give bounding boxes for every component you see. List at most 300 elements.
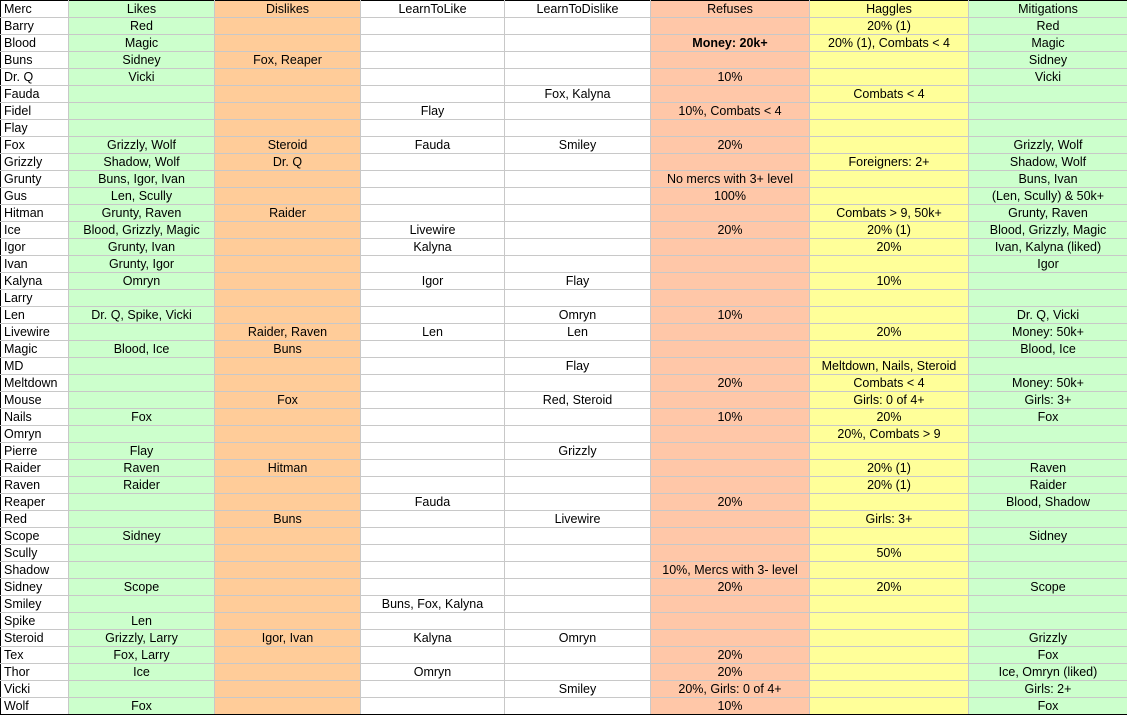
cell-likes[interactable] [69, 324, 215, 341]
cell-learn-to-dislike[interactable] [505, 35, 651, 52]
cell-likes[interactable]: Grizzly, Larry [69, 630, 215, 647]
cell-likes[interactable]: Raven [69, 460, 215, 477]
cell-haggles[interactable]: 20% (1) [810, 477, 969, 494]
cell-learn-to-dislike[interactable] [505, 341, 651, 358]
cell-merc[interactable]: MD [1, 358, 69, 375]
cell-dislikes[interactable] [215, 681, 361, 698]
cell-learn-to-like[interactable] [361, 562, 505, 579]
cell-haggles[interactable]: Combats > 9, 50k+ [810, 205, 969, 222]
cell-refuses[interactable] [651, 52, 810, 69]
cell-dislikes[interactable]: Igor, Ivan [215, 630, 361, 647]
cell-haggles[interactable] [810, 562, 969, 579]
cell-mitigations[interactable] [969, 120, 1127, 137]
cell-learn-to-dislike[interactable]: Flay [505, 358, 651, 375]
cell-refuses[interactable] [651, 205, 810, 222]
cell-refuses[interactable]: 10%, Mercs with 3- level [651, 562, 810, 579]
cell-likes[interactable] [69, 596, 215, 613]
cell-refuses[interactable] [651, 120, 810, 137]
cell-learn-to-dislike[interactable]: Red, Steroid [505, 392, 651, 409]
cell-learn-to-like[interactable] [361, 545, 505, 562]
cell-refuses[interactable]: Money: 20k+ [651, 35, 810, 52]
cell-learn-to-like[interactable] [361, 256, 505, 273]
cell-mitigations[interactable] [969, 86, 1127, 103]
cell-dislikes[interactable] [215, 120, 361, 137]
cell-dislikes[interactable] [215, 426, 361, 443]
cell-haggles[interactable] [810, 494, 969, 511]
cell-likes[interactable]: Magic [69, 35, 215, 52]
cell-learn-to-dislike[interactable] [505, 222, 651, 239]
cell-mitigations[interactable] [969, 426, 1127, 443]
cell-likes[interactable]: Blood, Ice [69, 341, 215, 358]
cell-learn-to-like[interactable] [361, 511, 505, 528]
cell-mitigations[interactable]: Fox [969, 698, 1127, 715]
cell-dislikes[interactable] [215, 307, 361, 324]
cell-mitigations[interactable] [969, 596, 1127, 613]
cell-likes[interactable] [69, 426, 215, 443]
cell-learn-to-like[interactable] [361, 647, 505, 664]
cell-mitigations[interactable] [969, 358, 1127, 375]
cell-refuses[interactable] [651, 477, 810, 494]
cell-likes[interactable] [69, 120, 215, 137]
cell-likes[interactable] [69, 86, 215, 103]
cell-dislikes[interactable] [215, 664, 361, 681]
cell-learn-to-dislike[interactable] [505, 188, 651, 205]
cell-haggles[interactable]: Combats < 4 [810, 375, 969, 392]
cell-dislikes[interactable] [215, 579, 361, 596]
cell-likes[interactable] [69, 358, 215, 375]
cell-dislikes[interactable] [215, 375, 361, 392]
cell-mitigations[interactable]: Magic [969, 35, 1127, 52]
cell-refuses[interactable] [651, 511, 810, 528]
cell-refuses[interactable]: 10% [651, 409, 810, 426]
cell-learn-to-like[interactable] [361, 188, 505, 205]
cell-dislikes[interactable] [215, 596, 361, 613]
cell-learn-to-dislike[interactable] [505, 460, 651, 477]
cell-likes[interactable]: Shadow, Wolf [69, 154, 215, 171]
cell-likes[interactable] [69, 103, 215, 120]
cell-merc[interactable]: Fidel [1, 103, 69, 120]
cell-refuses[interactable] [651, 460, 810, 477]
cell-merc[interactable]: Shadow [1, 562, 69, 579]
cell-dislikes[interactable] [215, 222, 361, 239]
cell-merc[interactable]: Grizzly [1, 154, 69, 171]
cell-merc[interactable]: Magic [1, 341, 69, 358]
cell-dislikes[interactable] [215, 698, 361, 715]
cell-likes[interactable]: Len [69, 613, 215, 630]
cell-likes[interactable] [69, 681, 215, 698]
cell-dislikes[interactable] [215, 35, 361, 52]
cell-mitigations[interactable]: (Len, Scully) & 50k+ [969, 188, 1127, 205]
cell-learn-to-like[interactable] [361, 18, 505, 35]
cell-learn-to-like[interactable]: Buns, Fox, Kalyna [361, 596, 505, 613]
cell-haggles[interactable] [810, 307, 969, 324]
cell-refuses[interactable]: 10% [651, 698, 810, 715]
cell-merc[interactable]: Ivan [1, 256, 69, 273]
cell-dislikes[interactable] [215, 443, 361, 460]
cell-learn-to-dislike[interactable] [505, 103, 651, 120]
cell-dislikes[interactable]: Raider, Raven [215, 324, 361, 341]
cell-learn-to-dislike[interactable] [505, 579, 651, 596]
cell-mitigations[interactable] [969, 613, 1127, 630]
cell-haggles[interactable]: Foreigners: 2+ [810, 154, 969, 171]
cell-refuses[interactable]: 20%, Girls: 0 of 4+ [651, 681, 810, 698]
cell-haggles[interactable] [810, 596, 969, 613]
cell-learn-to-like[interactable] [361, 392, 505, 409]
cell-learn-to-dislike[interactable] [505, 256, 651, 273]
cell-haggles[interactable]: Meltdown, Nails, Steroid [810, 358, 969, 375]
cell-dislikes[interactable] [215, 494, 361, 511]
cell-refuses[interactable] [651, 545, 810, 562]
cell-learn-to-like[interactable] [361, 528, 505, 545]
cell-mitigations[interactable]: Scope [969, 579, 1127, 596]
cell-refuses[interactable] [651, 392, 810, 409]
cell-mitigations[interactable]: Dr. Q, Vicki [969, 307, 1127, 324]
cell-refuses[interactable] [651, 341, 810, 358]
cell-refuses[interactable] [651, 86, 810, 103]
cell-dislikes[interactable]: Fox, Reaper [215, 52, 361, 69]
cell-refuses[interactable]: 10%, Combats < 4 [651, 103, 810, 120]
cell-likes[interactable]: Grunty, Ivan [69, 239, 215, 256]
cell-learn-to-dislike[interactable] [505, 120, 651, 137]
cell-learn-to-like[interactable]: Omryn [361, 664, 505, 681]
cell-mitigations[interactable] [969, 273, 1127, 290]
cell-dislikes[interactable] [215, 528, 361, 545]
cell-learn-to-like[interactable]: Flay [361, 103, 505, 120]
cell-likes[interactable] [69, 375, 215, 392]
header-dislikes[interactable]: Dislikes [215, 1, 361, 18]
cell-learn-to-like[interactable] [361, 375, 505, 392]
cell-mitigations[interactable]: Girls: 3+ [969, 392, 1127, 409]
cell-mitigations[interactable]: Money: 50k+ [969, 375, 1127, 392]
cell-merc[interactable]: Reaper [1, 494, 69, 511]
cell-learn-to-like[interactable] [361, 341, 505, 358]
cell-likes[interactable]: Blood, Grizzly, Magic [69, 222, 215, 239]
cell-learn-to-dislike[interactable] [505, 290, 651, 307]
cell-likes[interactable]: Ice [69, 664, 215, 681]
cell-mitigations[interactable]: Raider [969, 477, 1127, 494]
cell-learn-to-like[interactable] [361, 307, 505, 324]
cell-mitigations[interactable]: Shadow, Wolf [969, 154, 1127, 171]
cell-learn-to-dislike[interactable] [505, 596, 651, 613]
cell-learn-to-dislike[interactable] [505, 426, 651, 443]
header-learn-to-like[interactable]: LearnToLike [361, 1, 505, 18]
cell-dislikes[interactable] [215, 103, 361, 120]
cell-learn-to-like[interactable]: Len [361, 324, 505, 341]
cell-learn-to-like[interactable] [361, 681, 505, 698]
cell-refuses[interactable] [651, 426, 810, 443]
cell-likes[interactable]: Fox, Larry [69, 647, 215, 664]
cell-dislikes[interactable] [215, 290, 361, 307]
cell-learn-to-dislike[interactable] [505, 698, 651, 715]
cell-merc[interactable]: Fauda [1, 86, 69, 103]
cell-haggles[interactable] [810, 647, 969, 664]
cell-learn-to-dislike[interactable] [505, 52, 651, 69]
cell-learn-to-dislike[interactable] [505, 664, 651, 681]
cell-dislikes[interactable]: Raider [215, 205, 361, 222]
cell-haggles[interactable]: Girls: 3+ [810, 511, 969, 528]
cell-haggles[interactable]: 20% (1), Combats < 4 [810, 35, 969, 52]
cell-dislikes[interactable]: Fox [215, 392, 361, 409]
cell-refuses[interactable]: 20% [651, 137, 810, 154]
cell-haggles[interactable] [810, 341, 969, 358]
cell-merc[interactable]: Smiley [1, 596, 69, 613]
cell-merc[interactable]: Spike [1, 613, 69, 630]
cell-likes[interactable]: Dr. Q, Spike, Vicki [69, 307, 215, 324]
cell-merc[interactable]: Dr. Q [1, 69, 69, 86]
cell-learn-to-like[interactable]: Igor [361, 273, 505, 290]
cell-likes[interactable]: Buns, Igor, Ivan [69, 171, 215, 188]
cell-learn-to-like[interactable] [361, 171, 505, 188]
cell-learn-to-like[interactable] [361, 579, 505, 596]
cell-likes[interactable]: Grizzly, Wolf [69, 137, 215, 154]
cell-merc[interactable]: Scope [1, 528, 69, 545]
cell-merc[interactable]: Sidney [1, 579, 69, 596]
cell-merc[interactable]: Ice [1, 222, 69, 239]
cell-learn-to-dislike[interactable]: Omryn [505, 307, 651, 324]
cell-learn-to-like[interactable] [361, 69, 505, 86]
cell-refuses[interactable] [651, 18, 810, 35]
cell-likes[interactable] [69, 562, 215, 579]
cell-learn-to-like[interactable] [361, 52, 505, 69]
cell-likes[interactable] [69, 392, 215, 409]
cell-mitigations[interactable]: Blood, Shadow [969, 494, 1127, 511]
cell-mitigations[interactable]: Buns, Ivan [969, 171, 1127, 188]
cell-dislikes[interactable] [215, 69, 361, 86]
cell-merc[interactable]: Larry [1, 290, 69, 307]
cell-refuses[interactable] [651, 528, 810, 545]
cell-dislikes[interactable] [215, 358, 361, 375]
cell-learn-to-dislike[interactable] [505, 154, 651, 171]
cell-likes[interactable]: Sidney [69, 52, 215, 69]
cell-learn-to-dislike[interactable] [505, 647, 651, 664]
cell-learn-to-dislike[interactable]: Fox, Kalyna [505, 86, 651, 103]
cell-dislikes[interactable]: Buns [215, 341, 361, 358]
cell-learn-to-dislike[interactable] [505, 545, 651, 562]
cell-learn-to-like[interactable] [361, 409, 505, 426]
cell-mitigations[interactable] [969, 103, 1127, 120]
cell-haggles[interactable]: 20% (1) [810, 222, 969, 239]
cell-haggles[interactable] [810, 52, 969, 69]
cell-dislikes[interactable]: Hitman [215, 460, 361, 477]
cell-mitigations[interactable]: Red [969, 18, 1127, 35]
cell-mitigations[interactable]: Fox [969, 409, 1127, 426]
cell-likes[interactable] [69, 545, 215, 562]
cell-likes[interactable]: Flay [69, 443, 215, 460]
cell-likes[interactable]: Red [69, 18, 215, 35]
cell-refuses[interactable]: 20% [651, 494, 810, 511]
cell-merc[interactable]: Tex [1, 647, 69, 664]
cell-haggles[interactable] [810, 120, 969, 137]
cell-likes[interactable] [69, 494, 215, 511]
cell-learn-to-like[interactable]: Livewire [361, 222, 505, 239]
cell-haggles[interactable]: 20% (1) [810, 460, 969, 477]
cell-learn-to-like[interactable] [361, 613, 505, 630]
cell-merc[interactable]: Barry [1, 18, 69, 35]
cell-refuses[interactable]: 20% [651, 664, 810, 681]
cell-haggles[interactable] [810, 69, 969, 86]
cell-learn-to-dislike[interactable]: Grizzly [505, 443, 651, 460]
cell-refuses[interactable] [651, 290, 810, 307]
cell-dislikes[interactable]: Buns [215, 511, 361, 528]
cell-learn-to-dislike[interactable] [505, 562, 651, 579]
cell-haggles[interactable] [810, 443, 969, 460]
header-mitigations[interactable]: Mitigations [969, 1, 1127, 18]
cell-merc[interactable]: Flay [1, 120, 69, 137]
cell-haggles[interactable] [810, 137, 969, 154]
cell-haggles[interactable] [810, 681, 969, 698]
cell-refuses[interactable]: 20% [651, 579, 810, 596]
cell-dislikes[interactable] [215, 477, 361, 494]
cell-haggles[interactable]: 20% [810, 579, 969, 596]
cell-merc[interactable]: Nails [1, 409, 69, 426]
cell-merc[interactable]: Omryn [1, 426, 69, 443]
header-likes[interactable]: Likes [69, 1, 215, 18]
cell-mitigations[interactable] [969, 562, 1127, 579]
cell-haggles[interactable]: 20% [810, 324, 969, 341]
cell-refuses[interactable] [651, 443, 810, 460]
cell-merc[interactable]: Wolf [1, 698, 69, 715]
cell-learn-to-like[interactable]: Fauda [361, 494, 505, 511]
cell-learn-to-like[interactable] [361, 698, 505, 715]
header-refuses[interactable]: Refuses [651, 1, 810, 18]
cell-haggles[interactable]: Girls: 0 of 4+ [810, 392, 969, 409]
cell-learn-to-dislike[interactable] [505, 69, 651, 86]
cell-learn-to-dislike[interactable] [505, 409, 651, 426]
cell-haggles[interactable]: Combats < 4 [810, 86, 969, 103]
cell-dislikes[interactable] [215, 647, 361, 664]
cell-haggles[interactable]: 50% [810, 545, 969, 562]
cell-dislikes[interactable] [215, 613, 361, 630]
cell-refuses[interactable] [651, 154, 810, 171]
cell-mitigations[interactable]: Fox [969, 647, 1127, 664]
cell-dislikes[interactable] [215, 18, 361, 35]
cell-learn-to-dislike[interactable]: Livewire [505, 511, 651, 528]
cell-learn-to-dislike[interactable] [505, 205, 651, 222]
cell-merc[interactable]: Mouse [1, 392, 69, 409]
cell-haggles[interactable] [810, 171, 969, 188]
cell-merc[interactable]: Thor [1, 664, 69, 681]
cell-haggles[interactable] [810, 698, 969, 715]
cell-mitigations[interactable]: Money: 50k+ [969, 324, 1127, 341]
cell-learn-to-dislike[interactable] [505, 18, 651, 35]
cell-haggles[interactable]: 20% [810, 239, 969, 256]
cell-dislikes[interactable]: Steroid [215, 137, 361, 154]
cell-merc[interactable]: Igor [1, 239, 69, 256]
cell-mitigations[interactable] [969, 511, 1127, 528]
cell-refuses[interactable] [651, 273, 810, 290]
cell-dislikes[interactable]: Dr. Q [215, 154, 361, 171]
cell-learn-to-like[interactable]: Kalyna [361, 630, 505, 647]
cell-haggles[interactable] [810, 528, 969, 545]
cell-learn-to-like[interactable]: Kalyna [361, 239, 505, 256]
cell-haggles[interactable] [810, 630, 969, 647]
cell-refuses[interactable] [651, 630, 810, 647]
cell-merc[interactable]: Kalyna [1, 273, 69, 290]
cell-learn-to-like[interactable] [361, 460, 505, 477]
cell-mitigations[interactable] [969, 545, 1127, 562]
cell-dislikes[interactable] [215, 239, 361, 256]
cell-mitigations[interactable] [969, 290, 1127, 307]
header-learn-to-dislike[interactable]: LearnToDislike [505, 1, 651, 18]
cell-merc[interactable]: Hitman [1, 205, 69, 222]
cell-dislikes[interactable] [215, 188, 361, 205]
cell-learn-to-dislike[interactable] [505, 613, 651, 630]
cell-refuses[interactable]: 10% [651, 69, 810, 86]
cell-likes[interactable]: Vicki [69, 69, 215, 86]
cell-learn-to-dislike[interactable] [505, 477, 651, 494]
cell-learn-to-dislike[interactable] [505, 239, 651, 256]
header-haggles[interactable]: Haggles [810, 1, 969, 18]
cell-merc[interactable]: Raven [1, 477, 69, 494]
cell-merc[interactable]: Vicki [1, 681, 69, 698]
cell-learn-to-like[interactable]: Fauda [361, 137, 505, 154]
cell-dislikes[interactable] [215, 273, 361, 290]
cell-haggles[interactable]: 20% [810, 409, 969, 426]
cell-learn-to-dislike[interactable] [505, 494, 651, 511]
cell-mitigations[interactable]: Grizzly, Wolf [969, 137, 1127, 154]
cell-refuses[interactable]: 10% [651, 307, 810, 324]
cell-merc[interactable]: Grunty [1, 171, 69, 188]
cell-learn-to-like[interactable] [361, 358, 505, 375]
cell-refuses[interactable] [651, 256, 810, 273]
cell-dislikes[interactable] [215, 545, 361, 562]
cell-learn-to-dislike[interactable]: Len [505, 324, 651, 341]
cell-learn-to-dislike[interactable]: Flay [505, 273, 651, 290]
cell-refuses[interactable]: 20% [651, 647, 810, 664]
cell-mitigations[interactable]: Ivan, Kalyna (liked) [969, 239, 1127, 256]
cell-mitigations[interactable]: Blood, Ice [969, 341, 1127, 358]
cell-merc[interactable]: Pierre [1, 443, 69, 460]
cell-learn-to-dislike[interactable] [505, 171, 651, 188]
cell-merc[interactable]: Fox [1, 137, 69, 154]
cell-likes[interactable]: Omryn [69, 273, 215, 290]
cell-likes[interactable]: Fox [69, 698, 215, 715]
cell-refuses[interactable]: 20% [651, 222, 810, 239]
cell-dislikes[interactable] [215, 171, 361, 188]
cell-haggles[interactable] [810, 613, 969, 630]
cell-learn-to-like[interactable] [361, 443, 505, 460]
cell-refuses[interactable]: 20% [651, 375, 810, 392]
cell-refuses[interactable]: No mercs with 3+ level [651, 171, 810, 188]
cell-mitigations[interactable]: Igor [969, 256, 1127, 273]
cell-dislikes[interactable] [215, 562, 361, 579]
header-merc[interactable]: Merc [1, 1, 69, 18]
cell-learn-to-like[interactable] [361, 120, 505, 137]
cell-mitigations[interactable]: Grunty, Raven [969, 205, 1127, 222]
cell-learn-to-like[interactable] [361, 35, 505, 52]
cell-refuses[interactable] [651, 324, 810, 341]
cell-merc[interactable]: Len [1, 307, 69, 324]
cell-learn-to-like[interactable] [361, 426, 505, 443]
cell-merc[interactable]: Scully [1, 545, 69, 562]
cell-learn-to-like[interactable] [361, 205, 505, 222]
cell-likes[interactable] [69, 290, 215, 307]
cell-haggles[interactable]: 10% [810, 273, 969, 290]
cell-learn-to-dislike[interactable] [505, 375, 651, 392]
cell-merc[interactable]: Steroid [1, 630, 69, 647]
cell-likes[interactable]: Sidney [69, 528, 215, 545]
cell-learn-to-like[interactable] [361, 290, 505, 307]
cell-haggles[interactable] [810, 103, 969, 120]
cell-likes[interactable]: Grunty, Raven [69, 205, 215, 222]
cell-learn-to-dislike[interactable] [505, 528, 651, 545]
cell-learn-to-dislike[interactable]: Smiley [505, 137, 651, 154]
cell-merc[interactable]: Livewire [1, 324, 69, 341]
cell-learn-to-like[interactable] [361, 86, 505, 103]
cell-mitigations[interactable]: Blood, Grizzly, Magic [969, 222, 1127, 239]
cell-likes[interactable]: Scope [69, 579, 215, 596]
cell-refuses[interactable]: 100% [651, 188, 810, 205]
